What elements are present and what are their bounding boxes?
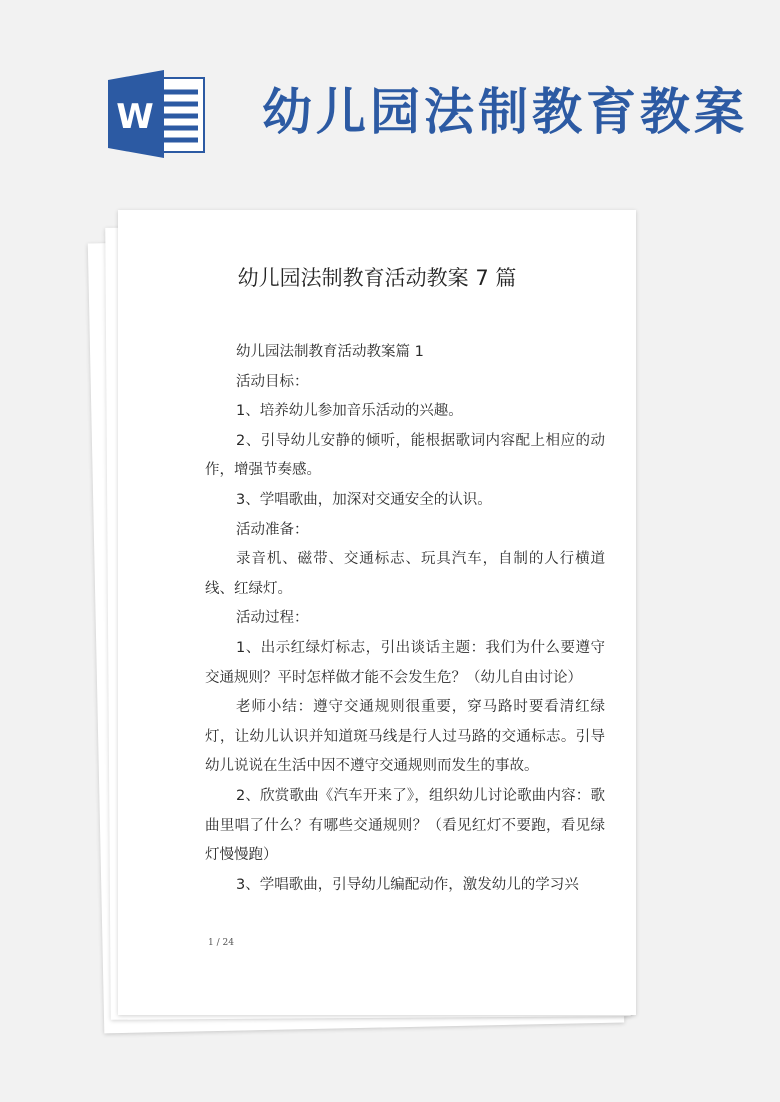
document-page bbox=[118, 210, 636, 1015]
word-logo-letter: W bbox=[116, 97, 154, 137]
document-body bbox=[205, 338, 605, 900]
document-title: 幼儿园法制教育活动教案 7 篇 bbox=[237, 266, 517, 290]
paragraph: 1、出示红绿灯标志，引出谈话主题：我们为什么要遵守交通规则？平时怎样做才能不会发生危？（幼儿自由讨论） bbox=[205, 639, 605, 686]
paragraph: 3、学唱歌曲，加深对交通安全的认识。 bbox=[236, 491, 492, 508]
paragraph: 活动过程： bbox=[236, 610, 309, 627]
paragraph-heading: 幼儿园法制教育活动教案篇 1 bbox=[236, 344, 424, 360]
paragraph: 2、引导幼儿安静的倾听，能根据歌词内容配上相应的动作，增强节奏感。 bbox=[205, 432, 605, 479]
page-number: 1 / 24 bbox=[208, 938, 234, 948]
paragraph: 老师小结：遵守交通规则很重要，穿马路时要看清红绿灯，让幼儿认识并知道斑马线是行人过马路的交通标志。引导幼儿说说在生活中因不遵守交通规则而发生的事故。 bbox=[205, 699, 605, 775]
paragraph: 活动目标： bbox=[236, 373, 309, 390]
paragraph: 1、培养幼儿参加音乐活动的兴趣。 bbox=[236, 403, 463, 420]
word-logo-icon bbox=[108, 70, 208, 158]
banner-title: 幼儿园法制教育教案 bbox=[262, 83, 748, 141]
paragraph: 3、学唱歌曲，引导幼儿编配动作，激发幼儿的学习兴 bbox=[236, 876, 579, 893]
paragraph: 2、欣赏歌曲《汽车开来了》，组织幼儿讨论歌曲内容：歌曲里唱了什么？有哪些交通规则？（看见红灯不要跑，看见绿灯慢慢跑） bbox=[205, 787, 605, 864]
paragraph: 录音机、磁带、交通标志、玩具汽车，自制的人行横道线、红绿灯。 bbox=[205, 551, 605, 597]
paragraph: 活动准备： bbox=[236, 521, 309, 538]
